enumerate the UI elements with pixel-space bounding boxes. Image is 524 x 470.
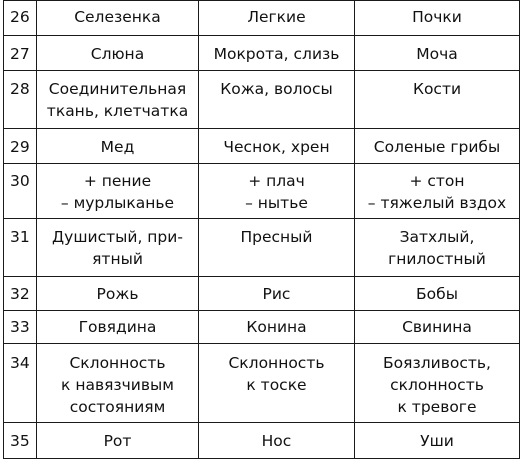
- table-cell-col-c: Затхлый, гнилостный: [355, 219, 520, 277]
- table-cell-col-a: Говядина: [37, 311, 199, 344]
- table-cell-col-a: Рожь: [37, 277, 199, 311]
- table-cell-col-c: Уши: [355, 423, 520, 459]
- table-cell-col-a: Соединительная ткань, клетчатка: [37, 71, 199, 129]
- table-row: [4, 164, 520, 219]
- table-row: [4, 219, 520, 277]
- row-number: 28: [4, 71, 37, 129]
- table-row: [4, 311, 520, 344]
- table-cell-col-b: Чеснок, хрен: [199, 129, 355, 164]
- table-cell-col-b: Конина: [199, 311, 355, 344]
- row-number: 27: [4, 36, 37, 71]
- table-cell-col-b: Склонность к тоске: [199, 344, 355, 423]
- table-row: [4, 344, 520, 423]
- table-cell-col-b: Кожа, волосы: [199, 71, 355, 129]
- table-cell-col-b: Нос: [199, 423, 355, 459]
- row-number: 31: [4, 219, 37, 277]
- row-number: 30: [4, 164, 37, 219]
- table-row: [4, 129, 520, 164]
- table-cell-col-a: Склонность к навязчивым состояниям: [37, 344, 199, 423]
- table-cell-col-c: Боязливость, склонность к тревоге: [355, 344, 520, 423]
- table-cell-col-b: Пресный: [199, 219, 355, 277]
- table-cell-col-c: Бобы: [355, 277, 520, 311]
- table-row: [4, 277, 520, 311]
- table-cell-col-c: Моча: [355, 36, 520, 71]
- row-number: 34: [4, 344, 37, 423]
- row-number: 35: [4, 423, 37, 459]
- table-cell-col-a: Селезенка: [37, 1, 199, 36]
- table-cell-col-a: Душистый, при- ятный: [37, 219, 199, 277]
- table-cell-col-a: + пение – мурлыканье: [37, 164, 199, 219]
- table-row: [4, 71, 520, 129]
- table-cell-col-a: Рот: [37, 423, 199, 459]
- table-cell-col-b: + плач – нытье: [199, 164, 355, 219]
- table-cell-col-c: Почки: [355, 1, 520, 36]
- row-number: 33: [4, 311, 37, 344]
- table-row: [4, 1, 520, 36]
- table-cell-col-a: Слюна: [37, 36, 199, 71]
- table-cell-col-c: Кости: [355, 71, 520, 129]
- table-cell-col-b: Рис: [199, 277, 355, 311]
- table-cell-col-a: Мед: [37, 129, 199, 164]
- row-number: 26: [4, 1, 37, 36]
- table-row: [4, 36, 520, 71]
- table-cell-col-b: Мокрота, слизь: [199, 36, 355, 71]
- table-cell-col-c: + стон – тяжелый вздох: [355, 164, 520, 219]
- comparison-table: [3, 0, 520, 459]
- row-number: 29: [4, 129, 37, 164]
- table-cell-col-c: Свинина: [355, 311, 520, 344]
- table-cell-col-b: Легкие: [199, 1, 355, 36]
- table-cell-col-c: Соленые грибы: [355, 129, 520, 164]
- row-number: 32: [4, 277, 37, 311]
- table-row: [4, 423, 520, 459]
